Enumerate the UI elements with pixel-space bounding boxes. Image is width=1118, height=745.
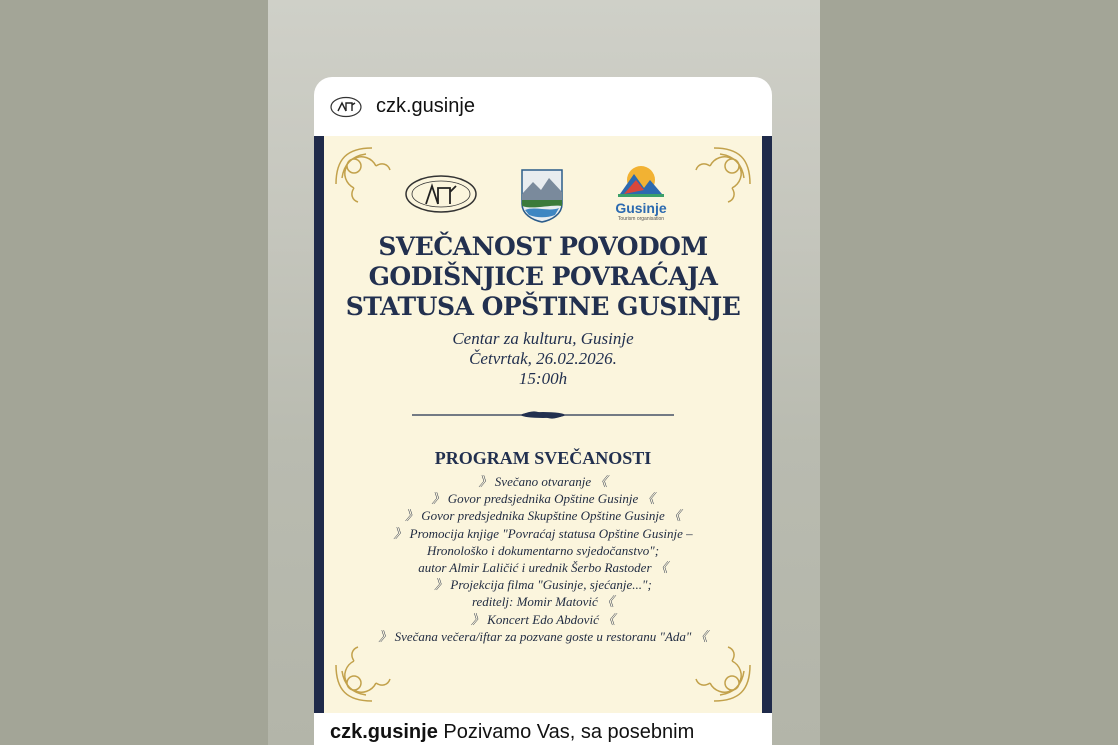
logos-row	[324, 160, 762, 224]
czk-logo-icon	[330, 96, 362, 118]
post-header	[314, 77, 772, 136]
event-location: Centar za kulturu, Gusinje	[452, 329, 634, 348]
program-line: 》 Promocija knjige "Povraćaj statusa Opštine Gusinje –	[393, 525, 693, 541]
program-line: autor Almir Laličić i urednik Šerbo Rastoder 《	[418, 560, 668, 576]
ornament-bottom-right	[684, 635, 754, 705]
program-line: 》 Projekcija filma "Gusinje, sjećanje...";	[434, 577, 652, 593]
avatar[interactable]	[330, 91, 362, 123]
program-line: 》 Govor predsjednika Skupštine Opštine Gusinje 《	[404, 508, 682, 524]
caption-text: Pozivamo Vas, sa posebnim	[443, 721, 695, 743]
program-line: 》 Svečano otvaranje 《	[478, 474, 608, 489]
program-list	[324, 473, 762, 645]
caption-username[interactable]: czk.gusinje	[330, 721, 438, 743]
program-line: 》 Govor predsjednika Opštine Gusinje 《	[431, 491, 655, 507]
czk-emblem-logo	[404, 174, 478, 214]
title-line-2: GODIŠNJICE POVRAĆAJA	[368, 262, 718, 291]
poster-title	[324, 232, 762, 322]
program-line: 》 Koncert Edo Abdović 《	[470, 611, 616, 627]
program-title: PROGRAM SVEČANOSTI	[434, 448, 652, 468]
title-line-3: STATUSA OPŠTINE GUSINJE	[345, 292, 741, 321]
program-line: reditelj: Momir Matović 《	[471, 594, 615, 610]
event-info	[324, 329, 762, 389]
program-line: 》 Svečana večera/iftar za pozvane goste u restoranu "Ada" 《	[378, 628, 708, 644]
gusinje-logo-sub: Tourism organisation	[617, 216, 665, 222]
gusinje-logo-label: Gusinje	[615, 200, 667, 216]
event-time: 15:00h	[518, 369, 568, 388]
opstina-gusinje-logo	[519, 160, 565, 228]
ornamental-divider	[412, 410, 674, 420]
post-caption	[314, 713, 772, 745]
event-date: Četvrtak, 26.02.2026.	[469, 349, 617, 368]
post-card	[314, 77, 772, 745]
event-poster	[314, 136, 772, 713]
ornament-bottom-left	[332, 635, 402, 705]
gusinje-tourism-logo	[614, 164, 668, 222]
program-line: Hronološko i dokumentarno svjedočanstvo";	[426, 542, 660, 558]
post-username[interactable]: czk.gusinje	[376, 95, 475, 117]
title-line-1: SVEČANOST POVODOM	[378, 232, 708, 261]
